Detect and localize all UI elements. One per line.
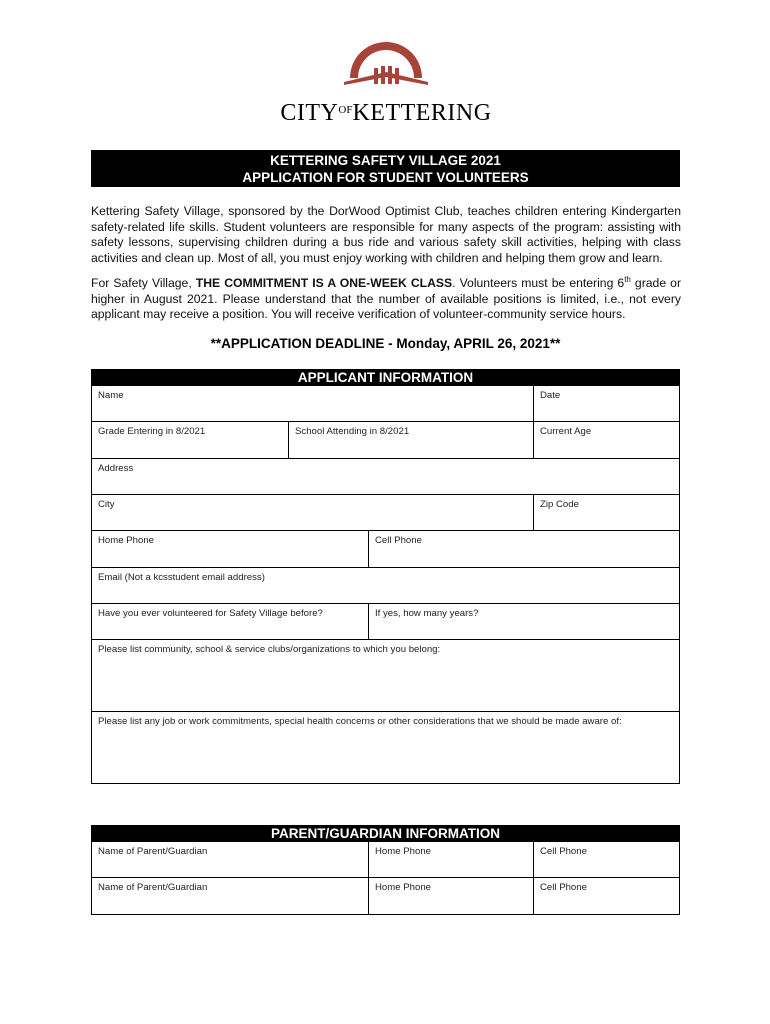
- applicant-info-heading: APPLICANT INFORMATION: [91, 369, 680, 385]
- application-deadline: **APPLICATION DEADLINE - Monday, APRIL 26, 2021**: [210, 336, 561, 351]
- cell-phone-field[interactable]: Cell Phone: [368, 531, 679, 567]
- address-field[interactable]: Address: [98, 463, 134, 474]
- parent-row-2: [91, 878, 680, 915]
- city-hall-icon: [344, 42, 428, 102]
- commitment-paragraph: For Safety Village, THE COMMITMENT IS A ONE-WEEK CLASS. Volunteers must be entering 6th grade or higher in August 2021. Please understand that the number of available positions is limited, i.e., not every applicant may receive a position. You will receive verification of volunteer-community service hours.: [91, 274, 682, 321]
- name-row: [91, 385, 680, 422]
- parent-home-phone-field-1[interactable]: Home Phone: [368, 842, 533, 877]
- phone-row: [91, 531, 680, 568]
- school-field[interactable]: School Attending in 8/2021: [288, 422, 533, 458]
- date-field[interactable]: Date: [533, 386, 679, 421]
- form-title: [91, 150, 680, 187]
- volunteer-history-row: [91, 604, 680, 640]
- grade-row: [91, 422, 680, 459]
- email-field[interactable]: Email (Not a kcsstudent email address): [98, 572, 265, 583]
- parent-info-heading: PARENT/GUARDIAN INFORMATION: [91, 825, 680, 841]
- parent-row-1: [91, 841, 680, 878]
- age-field[interactable]: Current Age: [533, 422, 679, 458]
- address-row: [91, 459, 680, 495]
- parent-name-field-2[interactable]: Name of Parent/Guardian: [98, 882, 208, 893]
- commitments-row: [91, 712, 680, 784]
- name-field[interactable]: Name: [98, 390, 124, 401]
- commitments-field[interactable]: Please list any job or work commitments, special health concerns or other considerations that we should be made aware of:: [98, 716, 622, 727]
- intro-paragraph: Kettering Safety Village, sponsored by the DorWood Optimist Club, teaches children entering Kindergarten safety-related life skills. Student volunteers are responsible for many aspects of the program: assisting with safety lessons, supervising children during a bus ride and various safety skill activities, helping with class activities and clean up. Most of all, you must enjoy working with children and helping them grow and learn.: [91, 204, 681, 265]
- parent-home-phone-field-2[interactable]: Home Phone: [368, 878, 533, 914]
- home-phone-field[interactable]: Home Phone: [98, 535, 154, 546]
- clubs-row: [91, 640, 680, 712]
- volunteered-before-field[interactable]: Have you ever volunteered for Safety Village before?: [98, 608, 323, 619]
- parent-cell-phone-field-1[interactable]: Cell Phone: [533, 842, 679, 877]
- city-row: [91, 495, 680, 531]
- city-field[interactable]: City: [98, 499, 115, 510]
- grade-field[interactable]: Grade Entering in 8/2021: [98, 426, 206, 437]
- city-logo: [280, 42, 492, 128]
- years-field[interactable]: If yes, how many years?: [368, 604, 679, 639]
- title-line-2: APPLICATION FOR STUDENT VOLUNTEERS: [242, 170, 529, 185]
- title-line-1: KETTERING SAFETY VILLAGE 2021: [270, 153, 501, 168]
- parent-cell-phone-field-2[interactable]: Cell Phone: [533, 878, 679, 914]
- zip-field[interactable]: Zip Code: [533, 495, 679, 530]
- clubs-field[interactable]: Please list community, school & service clubs/organizations to which you belong:: [98, 644, 441, 655]
- email-row: [91, 568, 680, 604]
- parent-name-field-1[interactable]: Name of Parent/Guardian: [98, 846, 208, 857]
- logo-wordmark: $CITY^{OF}KETTERING$: [280, 100, 492, 126]
